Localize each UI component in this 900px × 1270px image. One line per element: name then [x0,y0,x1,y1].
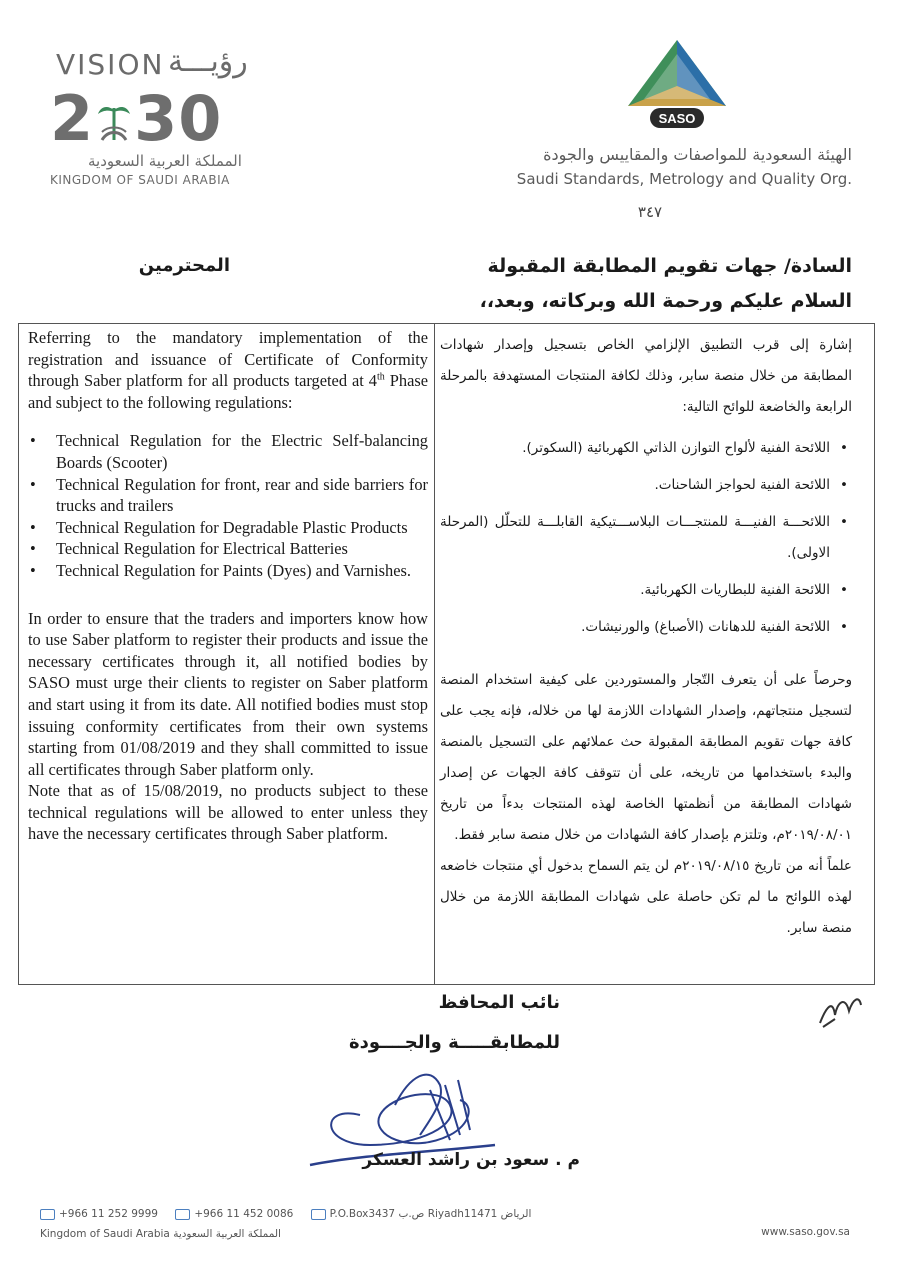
english-regulation-item: • Technical Regulation for Degradable Plastic Products [28,517,428,539]
footer-website[interactable]: www.saso.gov.sa [761,1226,850,1238]
greeting-ar: السلام عليكم ورحمة الله وبركاته، وبعد،، [479,290,852,312]
arabic-regulation-item: • اللائحة الفنية لألواح التوازن الذاتي الكهربائية (السكوتر). [440,433,852,464]
table-divider [434,323,435,985]
arabic-paragraph-3: علماً أنه من تاريخ ٢٠١٩/٠٨/١٥م لن يتم السماح بدخول أي منتجات خاضعه لهذه اللوائح ما لم تكن حاصلة على شهادات المطابقة اللازمة من خلال منصة سابر. [440,858,852,936]
english-paragraph-2: In order to ensure that the traders and importers know how to use Saber platform to register their products and issue the necessary certificates through it, all notified bodies by SASO must urge their clients to register on Saber platform and start using it from its date. All notified bodies must stop issuing conformity certificates from their own systems starting from 01/08/2019 and they shall committed to issue all certificates through Saber platform only. [28,608,428,779]
arabic-column [440,330,852,944]
footer-po-box: P.O.Box3437 ص.ب [329,1208,425,1220]
arabic-regulation-list [440,433,852,643]
vision-word: VISION [56,48,165,81]
vision-kingdom-en: KINGDOM OF SAUDI ARABIA [50,173,230,187]
footer-phone: +966 11 252 9999 [59,1208,158,1220]
english-column [28,327,428,845]
vision-2030-logo [40,40,280,190]
arabic-regulation-item: • اللائحـــة الفنيـــة للمنتجـــات البلاســـتيكية القابلـــة للتحلّل (المرحلة الاولى). [440,507,852,569]
vision-kingdom-ar: المملكة العربية السعودية [88,152,242,170]
signatory-title-2: للمطابقـــــة والجــــودة [349,1032,560,1053]
arabic-regulation-item: • اللائحة الفنية للدهانات (الأصباغ) والورنيشات. [440,612,852,643]
vision-year: 2 30 [50,82,223,155]
mail-icon [311,1209,326,1220]
arabic-regulation-item: • اللائحة الفنية للبطاريات الكهربائية. [440,575,852,606]
saso-logo-icon [622,36,732,136]
saso-badge-text: SASO [658,111,696,126]
english-regulation-item: • Technical Regulation for Electrical Batteries [28,538,428,560]
english-regulation-item: • Technical Regulation for the Electric Self-balancing Boards (Scooter) [28,430,428,473]
vision-arabic-word: رؤيـــة [168,44,248,79]
footer-fax: +966 11 452 0086 [194,1208,294,1220]
english-regulation-item: • Technical Regulation for Paints (Dyes) and Varnishes. [28,560,428,582]
palm-emblem-icon [94,100,134,146]
respected-ar: المحترمين [138,255,230,276]
fax-icon [175,1209,190,1220]
footer-kingdom: Kingdom of Saudi Arabia المملكة العربية السعودية [40,1228,281,1240]
english-intro: Referring to the mandatory implementation of the registration and issuance of Certificate of Conformity through Saber platform for all products targeted at 4th Phase and subject to the following regulations: [28,328,428,412]
footer-city: Riyadh11471 الرياض [427,1208,532,1220]
initials-mark [815,985,865,1030]
arabic-paragraph-2: وحرصاً على أن يتعرف التّجار والمستوردين على كيفية استخدام المنصة لتسجيل منتجاتهم، وإصدار الشهادات اللازمة لها من خلاله، فإنه يجب على كافة جهات تقويم المطابقة المقبولة حث عملائهم على التسجيل بالمنصة والبدء باستخدامها من تاريخه، على أن تتوقف كافة الجهات عن إصدار شهادات المطابقة من أنظمتها الخاصة لهذه المنتجات بدءاً من تاريخ ٢٠١٩/٠٨/٠١م، وتلتزم بإصدار كافة الشهادات من خلال منصة سابر فقط. [440,672,852,843]
footer-contact [40,1208,545,1220]
signatory-title-1: نائب المحافظ [438,992,560,1013]
arabic-intro: إشارة إلى قرب التطبيق الإلزامي الخاص بتسجيل وإصدار شهادات المطابقة من خلال منصة سابر، وذلك لكافة المنتجات المستهدفة بالمرحلة الرابعة والخاضعة للوائح التالية: [440,337,852,415]
saso-name-en: Saudi Standards, Metrology and Quality Org. [516,170,852,188]
signatory-name: م . سعود بن راشد العسكر [362,1150,580,1170]
saso-name-ar: الهيئة السعودية للمواصفات والمقاييس والجودة [543,145,852,164]
english-paragraph-3: Note that as of 15/08/2019, no products subject to these technical regulations will be allowed to enter unless they have the necessary certificates through Saber platform. [28,781,428,844]
addressee-ar: السادة/ جهات تقويم المطابقة المقبولة [487,255,852,277]
english-regulation-item: • Technical Regulation for front, rear and side barriers for trucks and trailers [28,474,428,517]
phone-icon [40,1209,55,1220]
arabic-regulation-item: • اللائحة الفنية لحواجز الشاحنات. [440,470,852,501]
english-regulation-list [28,430,428,581]
reference-number: ٣٤٧ [637,203,663,221]
